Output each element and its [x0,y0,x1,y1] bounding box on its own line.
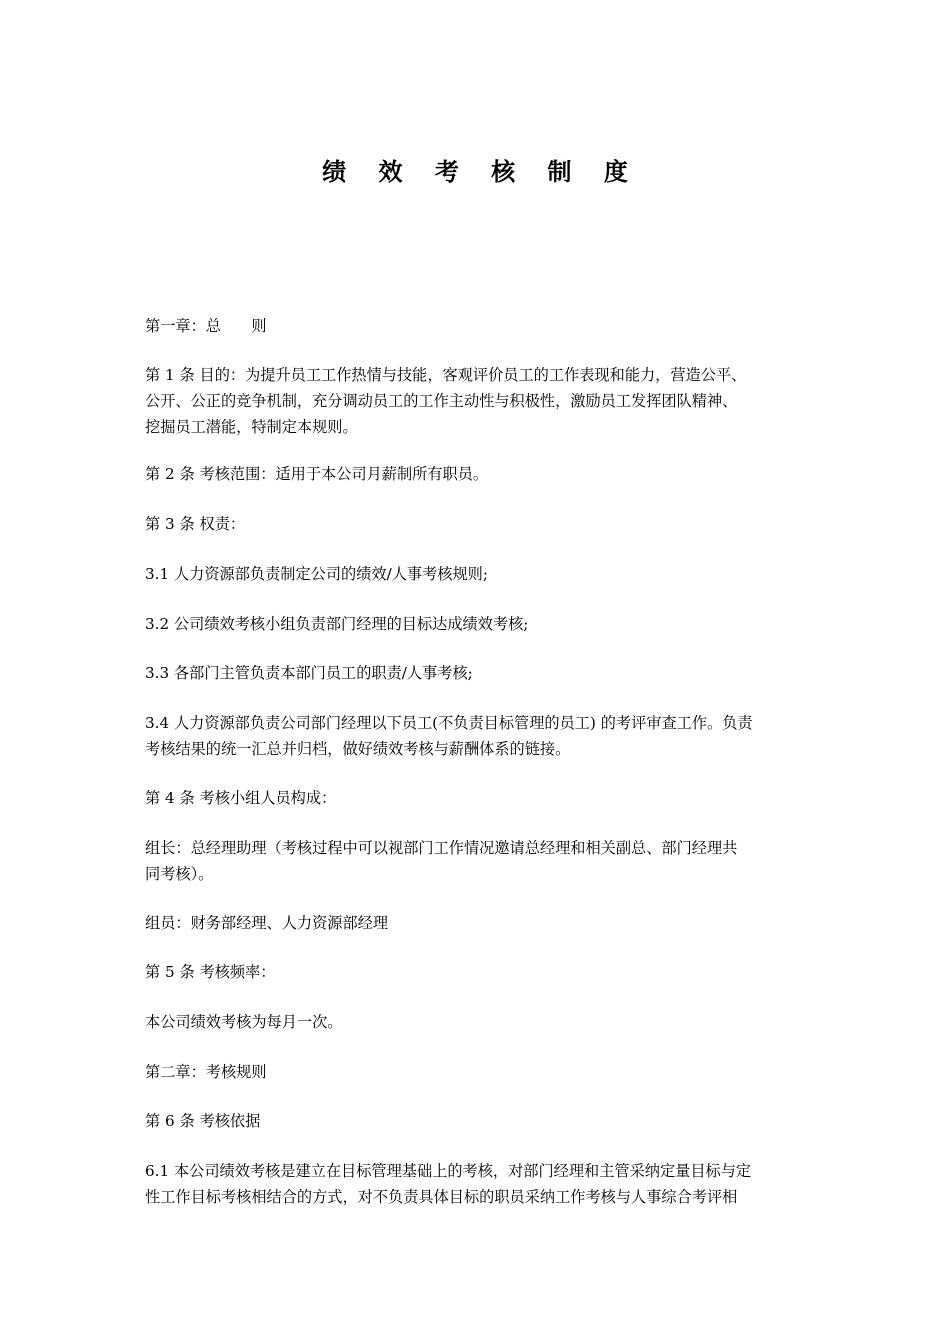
text-line: 3.4 人力资源部负责公司部门经理以下员工(不负责目标管理的员工) 的考评审查工作。负责 [145,714,753,732]
text-line: 组长：总经理助理（考核过程中可以视部门工作情况邀请总经理和相关副总、部门经理共 [145,839,738,857]
text-line: 第 4 条 考核小组人员构成： [145,789,337,807]
body-paragraph [145,910,807,936]
article-paragraph [145,1108,807,1134]
article-paragraph [145,785,807,811]
chapter-heading [145,1059,807,1085]
clause-paragraph [145,611,807,637]
body-paragraph [145,1009,807,1035]
clause-paragraph [145,561,807,587]
text-line: 组员：财务部经理、人力资源部经理 [145,914,388,932]
article-paragraph [145,461,807,487]
article-paragraph [145,959,807,985]
text-line: 挖掘员工潜能，特制定本规则。 [145,418,358,436]
text-line: 3.1 人力资源部负责制定公司的绩效/人事考核规则; [145,565,488,583]
text-line: 第一章：总 则 [145,317,267,335]
text-line: 第 2 条 考核范围：适用于本公司月薪制所有职员。 [145,465,489,483]
body-paragraph [145,835,807,887]
text-line: 同考核）。 [145,865,214,883]
clause-paragraph [145,710,807,762]
article-paragraph [145,362,807,440]
text-line: 性工作目标考核相结合的方式，对不负责具体目标的职员采纳工作考核与人事综合考评相 [145,1188,738,1206]
text-line: 第 6 条 考核依据 [145,1112,261,1130]
clause-paragraph [145,1158,807,1210]
text-line: 公开、公正的竞争机制，充分调动员工的工作主动性与积极性，激励员工发挥团队精神、 [145,392,738,410]
text-line: 第 1 条 目的：为提升员工工作热情与技能，客观评价员工的工作表现和能力，营造公平、 [145,366,747,384]
text-line: 第 3 条 权责： [145,515,246,533]
clause-paragraph [145,660,807,686]
chapter-heading [145,313,807,339]
text-line: 3.2 公司绩效考核小组负责部门经理的目标达成绩效考核; [145,615,529,633]
text-line: 本公司绩效考核为每月一次。 [145,1013,343,1031]
article-paragraph [145,511,807,537]
text-line: 第二章：考核规则 [145,1063,267,1081]
text-line: 6.1 本公司绩效考核是建立在目标管理基础上的考核，对部门经理和主管采纳定量目标与定 [145,1162,752,1180]
text-line: 第 5 条 考核频率： [145,963,276,981]
document-title: 绩 效 考 核 制 度 [322,158,640,186]
text-line: 3.3 各部门主管负责本部门员工的职责/人事考核; [145,664,473,682]
text-line: 考核结果的统一汇总并归档，做好绩效考核与薪酬体系的链接。 [145,740,571,758]
